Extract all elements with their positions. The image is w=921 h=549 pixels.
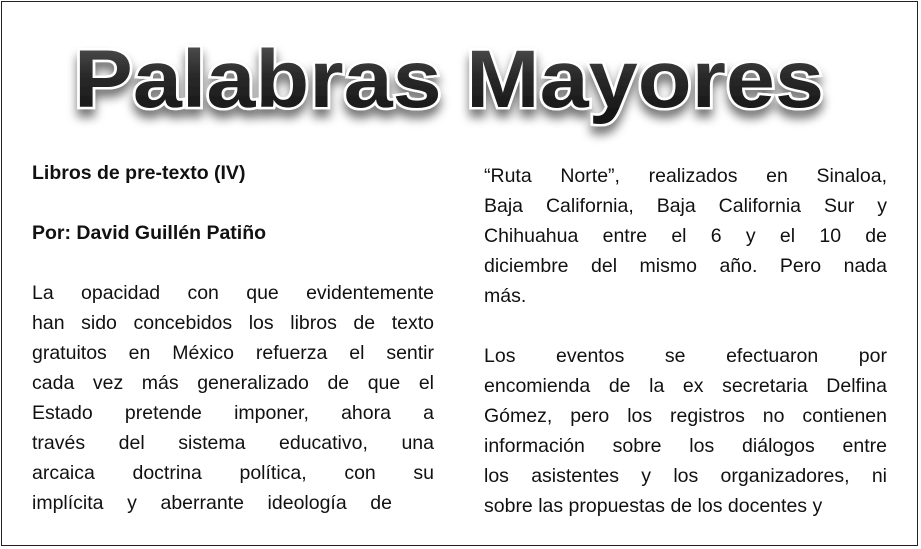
- text-line: “Ruta Norte”, realizados en Sinaloa,: [484, 165, 887, 187]
- text-line: Los eventos se efectuaron por: [484, 345, 887, 367]
- text-line: Gómez, pero los registros no contienen: [484, 405, 887, 427]
- text-line: diciembre del mismo año. Pero nada: [484, 255, 887, 277]
- paragraph-right-1: [484, 161, 887, 311]
- text-line: Baja California, Baja California Sur y: [484, 195, 887, 217]
- text-line: través del sistema educativo, una: [32, 432, 434, 454]
- text-line: arcaica doctrina política, con su: [32, 462, 434, 484]
- text-line: los asistentes y los organizadores, ni: [484, 465, 887, 487]
- text-line: sobre las propuestas de los docentes y: [484, 495, 823, 517]
- text-line: más.: [484, 285, 527, 307]
- column-left: [32, 158, 434, 518]
- text-line: encomienda de la ex secretaria Delfina: [484, 375, 887, 397]
- page-frame: [1, 1, 918, 546]
- masthead-title: Palabras Mayores: [74, 34, 824, 125]
- text-line: Chihuahua entre el 6 y el 10 de: [484, 225, 887, 247]
- article-byline: Por: David Guillén Patiño: [32, 222, 267, 244]
- article-title: Libros de pre-texto (IV): [32, 162, 246, 184]
- text-line: Estado pretende imponer, ahora a: [32, 402, 434, 424]
- text-line: información sobre los diálogos entre: [484, 435, 887, 457]
- text-line: La opacidad con que evidentemente: [32, 282, 434, 304]
- masthead-logo: [2, 2, 919, 152]
- column-right: [484, 161, 887, 521]
- text-line: gratuitos en México refuerza el sentir: [32, 342, 434, 364]
- paragraph-right-2: [484, 341, 887, 521]
- text-line: han sido concebidos los libros de texto: [32, 312, 434, 334]
- masthead: [2, 2, 917, 152]
- text-line: implícita y aberrante ideología de: [32, 492, 392, 514]
- paragraph-left: [32, 278, 434, 518]
- text-line: cada vez más generalizado de que el: [32, 372, 434, 394]
